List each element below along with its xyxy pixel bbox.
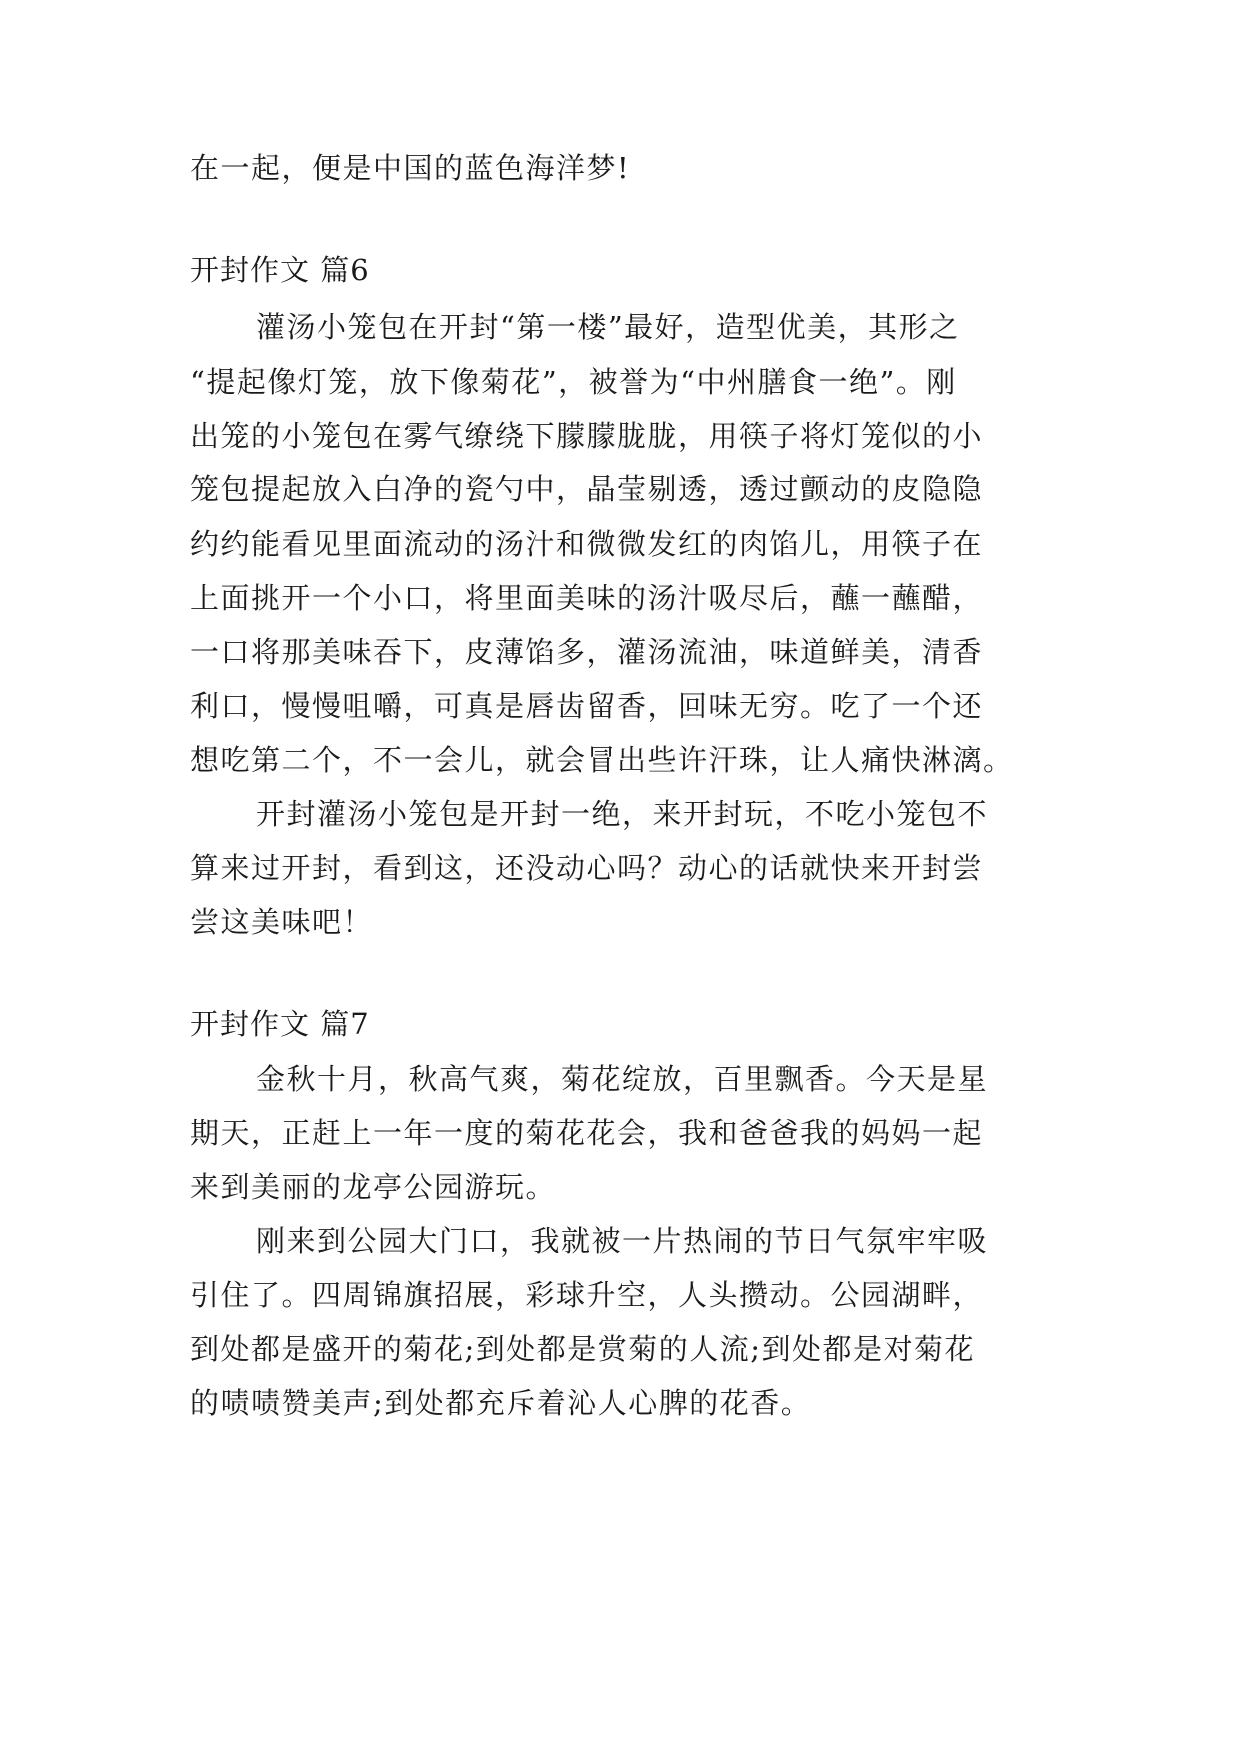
paragraph-line: 上面挑开一个小口，将里面美味的汤汁吸尽后，蘸一蘸醋，: [190, 581, 984, 615]
paragraph-line: 出笼的小笼包在雾气缭绕下朦朦胧胧，用筷子将灯笼似的小: [190, 419, 984, 453]
paragraph-line: “提起像灯笼，放下像菊花”，被誉为“中州膳食一绝”。刚: [190, 365, 957, 399]
paragraph-line: 引住了。四周锦旗招展，彩球升空，人头攒动。公园湖畔，: [190, 1278, 984, 1312]
paragraph-line: 金秋十月，秋高气爽，菊花绽放，百里飘香。今天是星: [256, 1062, 989, 1096]
opening-line: 在一起，便是中国的蓝色海洋梦!: [190, 151, 631, 185]
section-heading: 开封作文 篇6: [190, 253, 370, 287]
paragraph-line: 算来过开封，看到这，还没动心吗？动心的话就快来开封尝: [190, 851, 984, 885]
paragraph-line: 一口将那美味吞下，皮薄馅多，灌汤流油，味道鲜美，清香: [190, 635, 984, 669]
paragraph-line: 尝这美味吧！: [190, 905, 374, 939]
paragraph-line: 开封灌汤小笼包是开封一绝，来开封玩，不吃小笼包不: [256, 797, 989, 831]
paragraph-line: 期天，正赶上一年一度的菊花花会，我和爸爸我的妈妈一起: [190, 1116, 984, 1150]
paragraph-line: 灌汤小笼包在开封“第一楼”最好，造型优美，其形之: [256, 310, 960, 344]
paragraph-line: 的啧啧赞美声;到处都充斥着沁人心脾的花香。: [190, 1386, 812, 1420]
document-page: [190, 0, 1070, 1754]
paragraph-line: 到处都是盛开的菊花;到处都是赏菊的人流;到处都是对菊花: [190, 1332, 976, 1366]
paragraph-line: 利口，慢慢咀嚼，可真是唇齿留香，回味无穷。吃了一个还: [190, 689, 984, 723]
paragraph-line: 来到美丽的龙亭公园游玩。: [190, 1170, 557, 1204]
paragraph-line: 刚来到公园大门口，我就被一片热闹的节日气氛牢牢吸: [256, 1224, 989, 1258]
section-heading: 开封作文 篇7: [190, 1007, 370, 1041]
paragraph-line: 想吃第二个，不一会儿，就会冒出些许汗珠，让人痛快淋漓。: [190, 743, 1014, 777]
paragraph-line: 笼包提起放入白净的瓷勺中，晶莹剔透，透过颤动的皮隐隐: [190, 472, 984, 506]
paragraph-line: 约约能看见里面流动的汤汁和微微发红的肉馅儿，用筷子在: [190, 527, 984, 561]
